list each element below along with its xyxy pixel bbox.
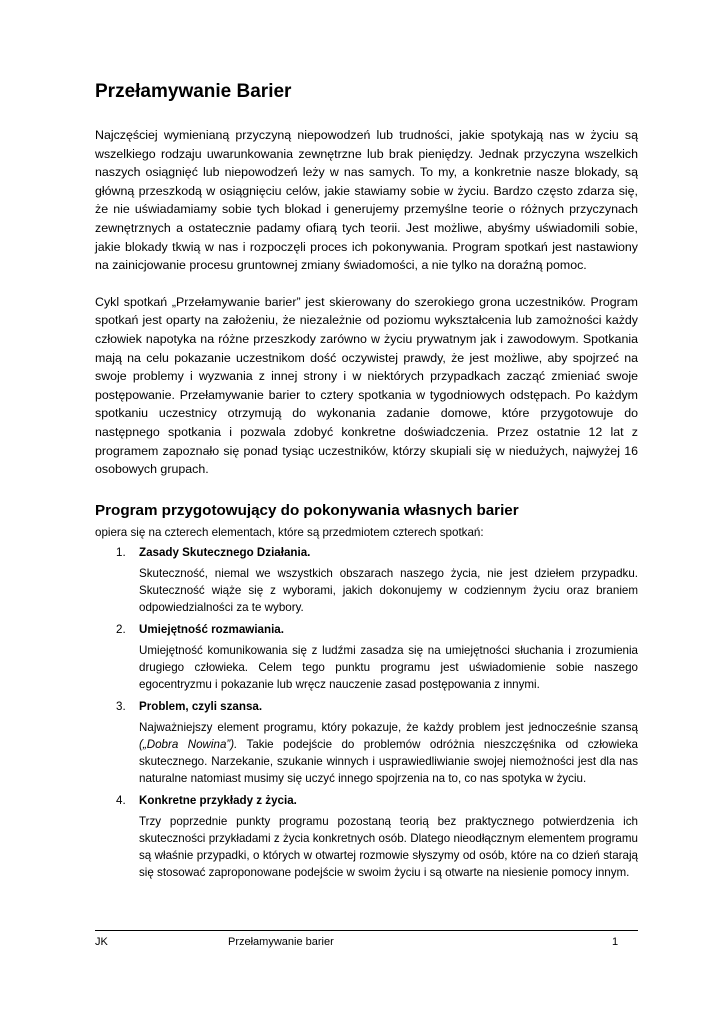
list-item-title: Problem, czyli szansa. — [139, 699, 263, 713]
section-heading: Program przygotowujący do pokonywania własnych barier — [95, 501, 519, 519]
list-item-title: Zasady Skutecznego Działania. — [139, 545, 311, 559]
list-item — [95, 544, 638, 616]
list-item-text: Trzy poprzednie punkty programu pozostaną teorią bez praktycznego potwierdzenia ich skuteczności przykładami z życia konkretnych osób. Dlatego nieodłącznym elementem programu są właśnie przypadki, o których w otwartej rozmowie słyszymy od osób, które na co dzień starają się stosować zaproponowane podejście w swoim życiu i są otwarte na niesienie pomocy innym. — [139, 814, 638, 879]
list-item-title: Umiejętność rozmawiania. — [139, 622, 284, 636]
footer-author: JK — [95, 936, 108, 948]
list-item-number: 2. — [116, 622, 126, 636]
list-item-text: Skuteczność, niemal we wszystkich obszarach naszego życia, nie jest dziełem przypadku. Skuteczność wiąże się z wyborami, jakich dokonujemy w codziennym życiu oraz braniem odpowiedzialności za te wybory. — [139, 566, 638, 614]
list-item — [95, 698, 638, 787]
list-item-text: Umiejętność komunikowania się z ludźmi zasadza się na umiejętności słuchania i zrozumienia drugiego człowieka. Celem tego punktu programu jest uświadomienie sobie naszego egocentryzmu i pokazanie lub wręcz nauczenie zasad postępowania z innymi. — [139, 643, 638, 691]
list-item-text-part: Takie podejście do problemów odróżnia nieszczęśnika od człowieka skutecznego. Narzekanie, szukanie winnych i usprawiedliwianie swojej niemożności jest dla nas naturalne natomiast musimy się uczyć innego spojrzenia na to, co nas spotyka w życiu. — [139, 737, 638, 785]
document-title: Przełamywanie Barier — [95, 81, 292, 102]
list-item-text — [139, 719, 638, 787]
page-number: 1 — [612, 936, 619, 948]
program-list — [95, 544, 638, 881]
list-item-number: 1. — [116, 545, 126, 559]
section-intro: opiera się na czterech elementach, które są przedmiotem czterech spotkań: — [95, 525, 484, 539]
list-item-number: 4. — [116, 793, 126, 807]
paragraph-2: Cykl spotkań „Przełamywanie barier” jest skierowany do szerokiego grona uczestników. Program spotkań jest oparty na założeniu, że niezależnie od poziomu wykształcenia lub zamożności każdy człowiek napotyka na różne przeszkody zarówno w życiu prywatnym jak i zawodowym. Spotkania mają na celu pokazanie uczestnikom dość oczywistej prawdy, że jest możliwe, aby spojrzeć na swoje problemy i wyzwania z innej strony i w niektórych przypadkach zacząć zmieniać swoje postępowanie. Przełamywanie barier to cztery spotkania w tygodniowych odstępach. Po każdym spotkaniu uczestnicy otrzymują do wykonania zadanie domowe, które przygotowuje do następnego spotkania i pozwala zdobyć konkretne doświadczenia. Przez ostatnie 12 lat z programem zapoznało się ponad tysiąc uczestników, którzy skupiali się w niedużych, najwyżej 16 osobowych grupach. — [95, 294, 638, 477]
list-item — [95, 792, 638, 881]
list-item-title: Konkretne przykłady z życia. — [139, 793, 297, 807]
footer-divider — [95, 930, 638, 931]
list-item-number: 3. — [116, 699, 126, 713]
list-item — [95, 621, 638, 693]
page-content — [95, 79, 638, 886]
paragraph-1: Najczęściej wymienianą przyczyną niepowodzeń lub trudności, jakie spotykają nas w życiu są wszelkiego rodzaju uwarunkowania zewnętrzne lub brak pieniędzy. Jednak przyczyna wszelkich naszych osiągnięć lub niepowodzeń leży w nas samych. To my, a konkretnie nasze blokady, są główną przeszkodą w osiągnięciu celów, jakie stawiamy sobie w życiu. Bardzo często zdarza się, że nie uświadamiamy sobie tych blokad i generujemy przemyślne teorie o różnych przyczynach zewnętrznych a ostatecznie padamy ofiarą tych teorii. Jest możliwe, abyśmy uświadomili sobie, jakie blokady tkwią w nas i rozpoczęli proces ich pokonywania. Program spotkań jest nastawiony na zainicjowanie procesu gruntownej zmiany świadomości, a nie tylko na doraźną pomoc. — [95, 128, 638, 273]
footer-title: Przełamywanie barier — [228, 936, 334, 948]
list-item-text-part: Najważniejszy element programu, który pokazuje, że każdy problem jest jednocześnie szansą — [139, 720, 638, 734]
list-item-text-italic: („Dobra Nowina”). — [139, 737, 238, 751]
